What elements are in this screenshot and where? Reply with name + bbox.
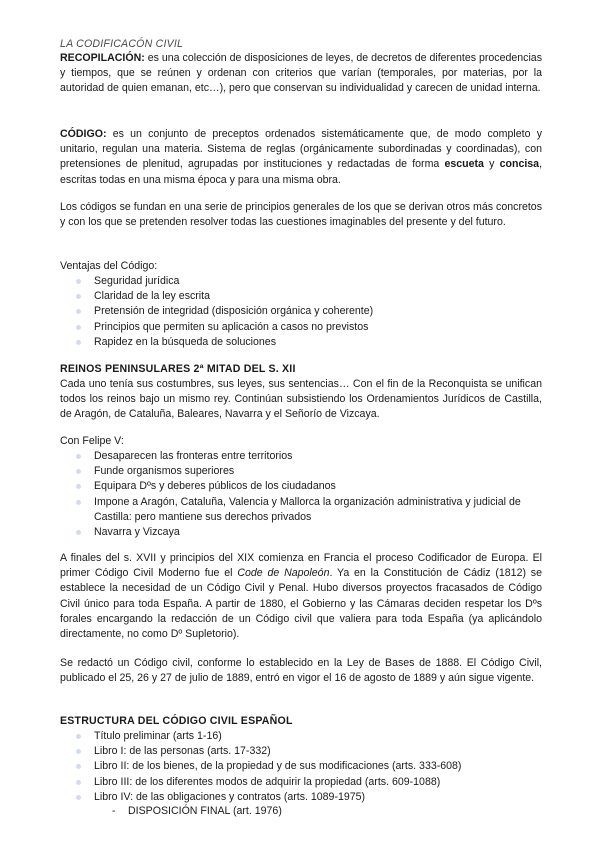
disposicion-final-label: DISPOSICIÓN FINAL (art. 1976)	[128, 805, 282, 817]
list-item: Libro IV: de las obligaciones y contratos (arts. 1089-1975)	[76, 790, 542, 805]
codigo-text-a: es un conjunto de preceptos ordenados sistemáticamente que, de modo completo y unitario, regulan una materia. Sistema de reglas (orgánicamente subordinadas y coordinadas), con pretensiones de plenitud, agrupadas por instituciones y redactadas de forma	[60, 128, 542, 171]
code-napoleon-italic: Code de Napoleón	[237, 567, 330, 580]
codigo-text-b: y	[483, 158, 500, 171]
ventajas-intro: Ventajas del Código:	[60, 260, 158, 272]
reinos-heading: REINOS PENINSULARES 2ª MITAD DEL S. XII	[60, 363, 296, 375]
list-item: Impone a Aragón, Cataluña, Valencia y Mallorca la organización administrativa y judicial de Castilla: pero mantiene sus derechos privados	[76, 495, 542, 525]
ventajas-list	[76, 274, 542, 350]
fundamentos-paragraph: Los códigos se fundan en una serie de principios generales de los que se derivan otros más concretos y con los que se pretenden resolver todas las cuestiones imaginables del presente y del futuro.	[60, 201, 542, 229]
recopilacion-term: RECOPILACIÓN:	[60, 52, 145, 64]
codigo-bold-concisa: concisa	[499, 158, 540, 171]
codigo-text-c: , escritas todas en una misma época y para una misma obra.	[60, 158, 543, 186]
codificador-paragraph	[60, 551, 542, 642]
list-item: Equipara Dºs y deberes públicos de los ciudadanos	[76, 479, 542, 494]
list-item: Claridad de la ley escrita	[76, 289, 542, 304]
list-item: Pretensión de integridad (disposición orgánica y coherente)	[76, 304, 542, 319]
redaccion-paragraph: Se redactó un Código civil, conforme lo establecido en la Ley de Bases de 1888. El Código Civil, publicado el 25, 26 y 27 de julio de 1889, entró en vigor el 16 de agosto de 1889 y aún sigue vigente.	[60, 657, 542, 685]
reinos-paragraph: Cada uno tenía sus costumbres, sus leyes, sus sentencias… Con el fin de la Reconquista se unifican todos los reinos bajo un mismo rey. Continúan subsistiendo los Ordenamientos Jurídicos de Castilla, de Aragón, de Cataluña, Baleares, Navarra y el Señorío de Vizcaya.	[60, 378, 542, 421]
list-item: Desaparecen las fronteras entre territorios	[76, 449, 542, 464]
list-item: Seguridad jurídica	[76, 274, 542, 289]
list-item: Libro III: de los diferentes modos de adquirir la propiedad (arts. 609-1088)	[76, 775, 542, 790]
codigo-paragraph	[60, 127, 542, 188]
estructura-list	[76, 729, 542, 805]
estructura-heading: ESTRUCTURA DEL CÓDIGO CIVIL ESPAÑOL	[60, 715, 293, 727]
list-item: Navarra y Vizcaya	[76, 525, 542, 540]
list-item: Título preliminar (arts 1-16)	[76, 729, 542, 744]
felipe-list	[76, 449, 542, 540]
recopilacion-text: es una colección de disposiciones de leyes, de decretos de diferentes procedencias y tiempos, que se reúnen y ordenan con criterios que varían (temporales, por materias, por la autoridad de quien emanan, etc…), pero que conservan su individualidad y carecen de unidad interna.	[60, 52, 542, 95]
recopilacion-paragraph	[60, 51, 542, 97]
list-item: Libro II: de los bienes, de la propiedad y de sus modificaciones (arts. 333-608)	[76, 759, 542, 774]
felipe-intro: Con Felipe V:	[60, 435, 124, 447]
list-item: Libro I: de las personas (arts. 17-332)	[76, 744, 542, 759]
codificador-text-a: A finales del s. XVII y principios del XIX comienza en Francia el proceso Codificador de Europa. El primer Código Civil Moderno fue el	[60, 552, 542, 580]
codificador-text-b: . Ya en la Constitución de Cádiz (1812) se establece la necesidad de un Código Civil y Penal. Hubo diversos proyectos fracasados de Código Civil único para toda España. A partir de 1880, el Gobierno y las Cámaras deciden respetar los Dºs forales encargando la redacción de un Código civil que valiera para toda España (ya aplicándolo directamente, no como Dº Supletorio).	[60, 567, 542, 641]
list-item: Funde organismos superiores	[76, 464, 542, 479]
list-item: Principios que permiten su aplicación a casos no previstos	[76, 320, 542, 335]
dash-marker: -	[112, 805, 116, 817]
document-title: LA CODIFICACÓN CIVIL	[60, 38, 184, 50]
disposicion-final-item	[112, 804, 282, 819]
codigo-term: CÓDIGO:	[60, 128, 107, 140]
list-item: Rapidez en la búsqueda de soluciones	[76, 335, 542, 350]
codigo-bold-escueta: escueta	[444, 158, 484, 171]
